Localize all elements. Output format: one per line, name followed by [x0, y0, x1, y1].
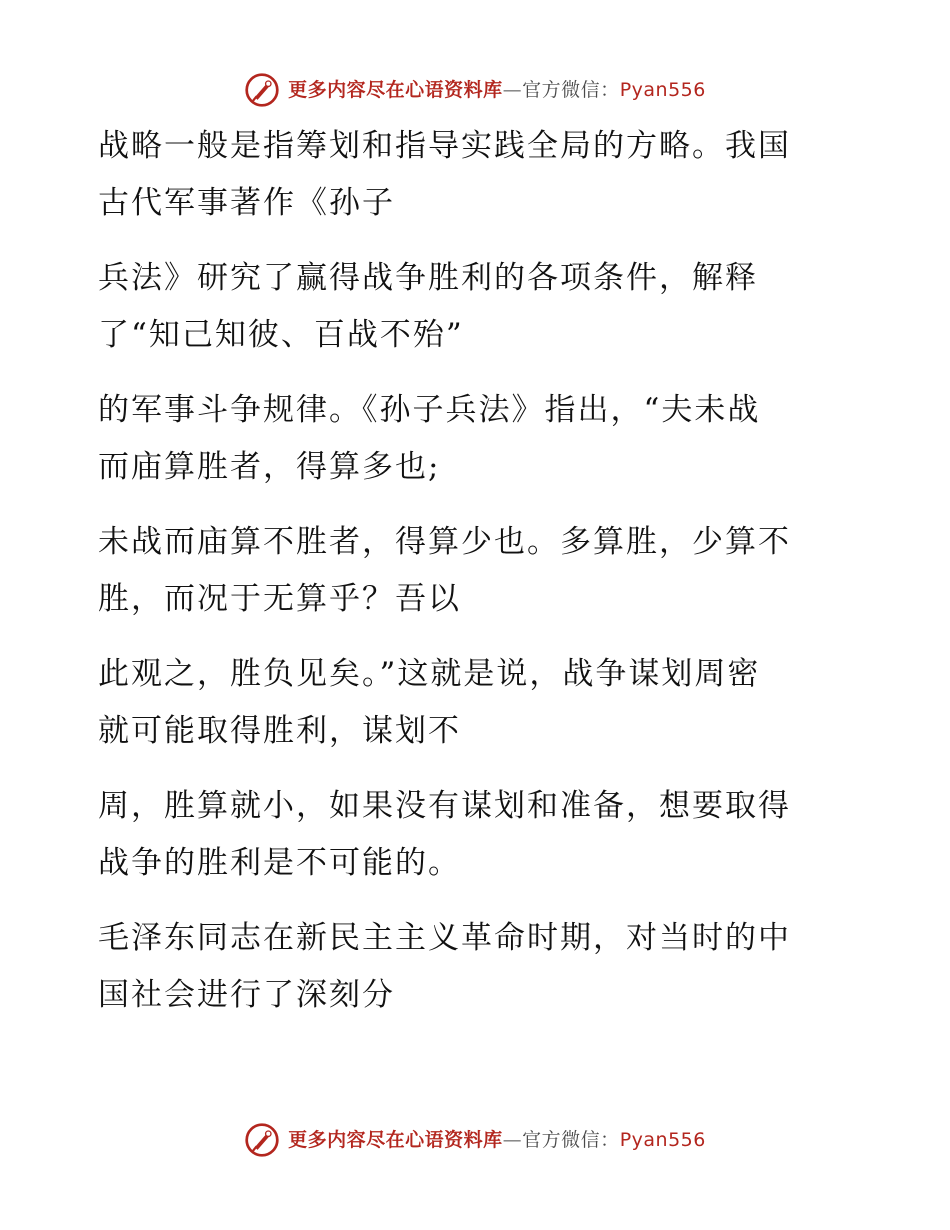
text-line: 而庙算胜者，得算多也;	[98, 449, 441, 485]
watermark-brand: 更多内容尽在心语资料库	[288, 78, 503, 101]
text-line: 胜，而况于无算乎？吾以	[98, 581, 461, 617]
header-watermark	[0, 68, 950, 112]
text-line: 古代军事著作《孙子	[98, 185, 395, 221]
paragraph	[98, 910, 838, 1024]
text-line: 毛泽东同志在新民主主义革命时期，对当时的中	[98, 920, 791, 956]
footer-watermark	[0, 1118, 950, 1162]
text-line: 未战而庙算不胜者，得算少也。多算胜，少算不	[98, 524, 791, 560]
paragraph	[98, 646, 838, 760]
text-line: 兵法》研究了赢得战争胜利的各项条件，解释	[98, 260, 758, 296]
quill-logo-icon	[244, 72, 280, 108]
watermark-handle: Pyan556	[619, 78, 706, 101]
watermark-label: 官方微信：	[522, 78, 620, 101]
watermark-separator: —	[502, 78, 523, 101]
paragraph	[98, 382, 838, 496]
paragraph	[98, 250, 838, 364]
text-line: 战争的胜利是不可能的。	[98, 845, 461, 881]
text-line: 了“知己知彼、百战不殆”	[98, 317, 464, 353]
text-line: 国社会进行了深刻分	[98, 977, 395, 1013]
text-line: 战略一般是指筹划和指导实践全局的方略。我国	[98, 128, 791, 164]
paragraph	[98, 778, 838, 892]
watermark-handle: Pyan556	[619, 1128, 706, 1151]
paragraph	[98, 514, 838, 628]
paragraph	[98, 118, 838, 232]
text-line: 的军事斗争规律。《孙子兵法》指出，“夫未战	[98, 392, 761, 428]
watermark-separator: —	[502, 1128, 523, 1151]
watermark-label: 官方微信：	[522, 1128, 620, 1151]
watermark-text	[288, 78, 706, 101]
watermark-brand: 更多内容尽在心语资料库	[288, 1128, 503, 1151]
text-line: 周，胜算就小，如果没有谋划和准备，想要取得	[98, 788, 791, 824]
watermark-text	[288, 1128, 706, 1151]
text-line: 就可能取得胜利，谋划不	[98, 713, 461, 749]
document-body	[98, 118, 838, 1024]
text-line: 此观之，胜负见矣。”这就是说，战争谋划周密	[98, 656, 761, 692]
quill-logo-icon	[244, 1122, 280, 1158]
